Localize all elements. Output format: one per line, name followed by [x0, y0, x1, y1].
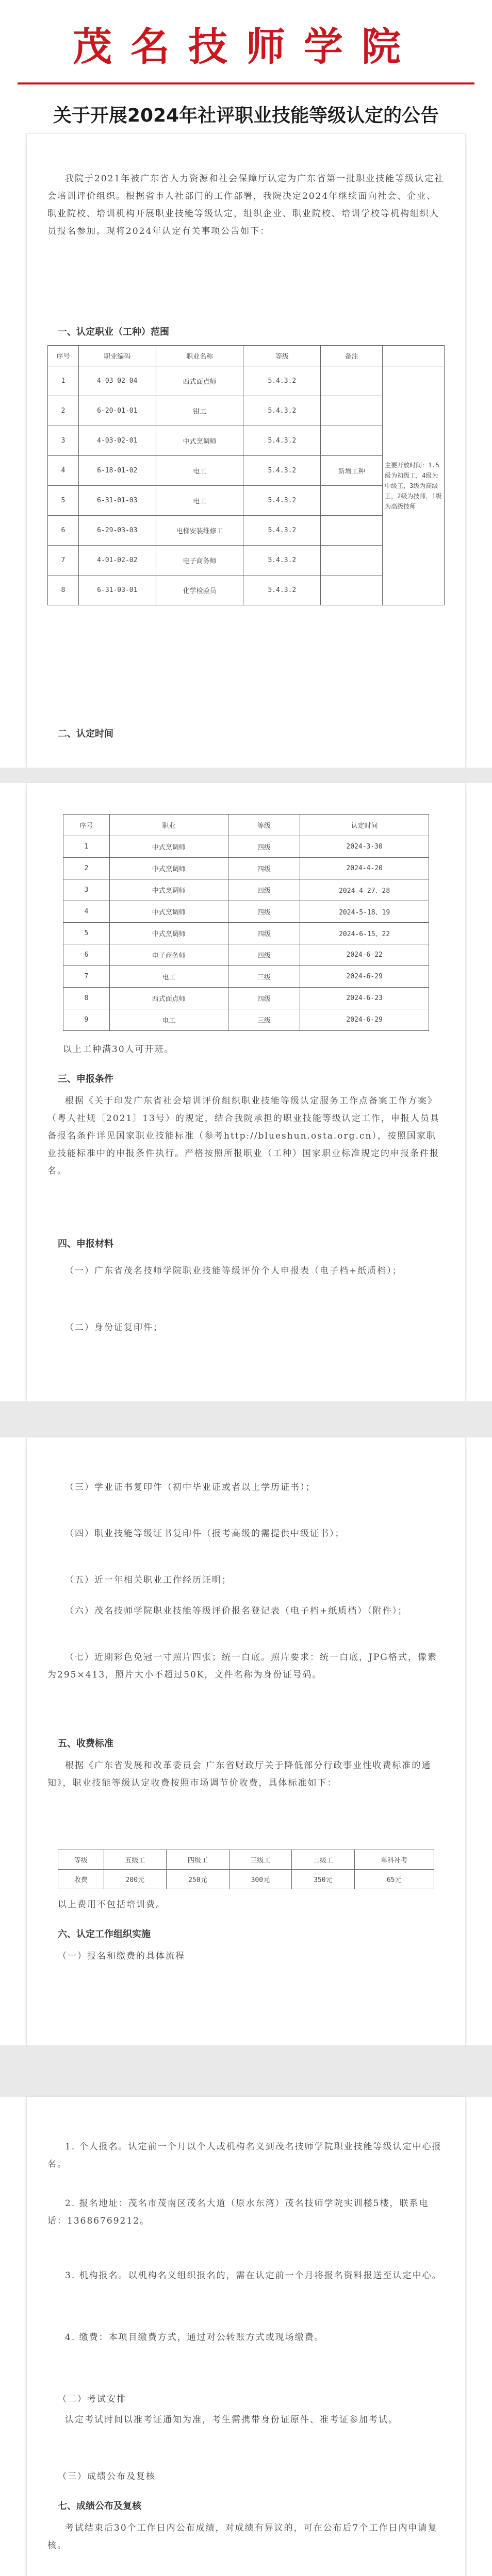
fee-header-cell: 四级工 [167, 1850, 229, 1870]
table-row [63, 966, 429, 988]
th-notes [383, 346, 445, 366]
table-cell: 钳工 [156, 396, 243, 426]
fee-note: 以上费用不包括培训费。 [58, 1900, 166, 1910]
process-item-3: 3. 机构报名。以机构名义组织报名的，需在认定前一个月将报名资料报送至认定中心。 [65, 2270, 442, 2281]
fee-header-cell: 五级工 [104, 1850, 167, 1870]
table-cell: 化学检验员 [156, 575, 243, 605]
th-level: 等级 [243, 346, 321, 366]
fee-cell: 250元 [167, 1870, 229, 1889]
occupation-table [47, 345, 445, 605]
table-cell: 中式烹调师 [156, 426, 243, 456]
table-row [63, 901, 429, 923]
table-cell: 电工 [156, 456, 243, 486]
table-cell: 2024-4-20 [300, 858, 429, 879]
page-4 [27, 2097, 465, 2576]
fee-cell: 300元 [229, 1870, 292, 1889]
table-cell: 四级 [228, 923, 300, 944]
table-cell: 2024-6-29 [300, 966, 429, 988]
fee-header-cell: 等级 [58, 1850, 104, 1870]
table-cell: 6-31-01-03 [78, 486, 156, 516]
table-cell: 7 [63, 966, 110, 988]
table-cell: 4 [48, 456, 79, 486]
table-cell: 5.4.3.2 [243, 396, 321, 426]
materials-item-2: （二）身份证复印件； [65, 1323, 163, 1333]
table-row [63, 858, 429, 879]
fee-cell: 收费 [58, 1870, 104, 1889]
table-cell [321, 366, 383, 396]
materials-item-7: （七）近期彩色免冠一寸照片四张；统一白底。照片要求：统一白底，JPG格式，像素为295×413，照片大小不超过50K，文件名称为身份证号码。 [47, 1652, 437, 1680]
table-cell: 6-18-01-02 [78, 456, 156, 486]
table-cell: 2 [63, 858, 110, 879]
materials-item-5: （五）近一年相关职业工作经历证明； [65, 1575, 232, 1585]
subsection-1: （一）报名和缴费的具体流程 [58, 1951, 185, 1961]
table-cell: 5.4.3.2 [243, 426, 321, 456]
table-row [63, 988, 429, 1009]
table-cell: 5 [48, 486, 79, 516]
page-gap [0, 2045, 492, 2097]
th-level: 等级 [228, 815, 300, 836]
table-cell: 8 [63, 988, 110, 1009]
th-occupation: 职业 [109, 815, 228, 836]
fee-header-cell: 二级工 [292, 1850, 355, 1870]
materials-item-6: （六）茂名技师学院职业技能等级评价报名登记表（电子档+纸质档）（附件）； [65, 1606, 408, 1616]
section-5-heading: 五、收费标准 [58, 1738, 113, 1749]
fee-cell: 200元 [104, 1870, 167, 1889]
fee-cell: 350元 [292, 1870, 355, 1889]
table-cell: 中式烹调师 [109, 901, 228, 923]
score-paragraph: 考试结束后30个工作日内公布成绩，对成绩有异议的，可在公布后7个工作日内申请复核。 [47, 2523, 438, 2551]
process-item-1: 1. 个人报名。认定前一个月以个人或机构名义到茂名技师学院职业技能等级认定中心报名。 [47, 2142, 442, 2170]
table-cell: 4-03-02-01 [78, 426, 156, 456]
table-cell: 6-20-01-01 [78, 396, 156, 426]
table-cell: 中式烹调师 [109, 858, 228, 879]
table-cell: 5.4.3.2 [243, 516, 321, 546]
table-cell: 西式面点师 [156, 366, 243, 396]
table-cell: 4-01-02-02 [78, 546, 156, 575]
table-cell: 四级 [228, 988, 300, 1009]
page-gap [0, 1401, 492, 1437]
table-cell: 电工 [109, 966, 228, 988]
subsection-2: （二）考试安排 [58, 2394, 126, 2404]
table-cell: 2024-3-30 [300, 836, 429, 858]
announcement-title: 关于开展2024年社评职业技能等级认定的公告 [53, 105, 439, 126]
table-cell [321, 546, 383, 575]
table-note-cell: 主要开放时间：1.5级为初级工，4级为中级工，3级为高级工，2级为技师，1级为高级技师 [383, 366, 445, 605]
exam-paragraph: 认定考试时间以准考证通知为准，考生需携带身份证原件、准考证参加考试。 [65, 2415, 398, 2425]
section-2-heading: 二、认定时间 [58, 728, 113, 739]
page-2 [27, 783, 465, 1401]
table-cell: 6 [48, 516, 79, 546]
section-4-heading: 四、申报材料 [58, 1239, 113, 1249]
table-cell: 6 [63, 944, 110, 966]
table-cell: 4 [63, 901, 110, 923]
document-header [0, 0, 492, 129]
materials-item-3: （三）学业证书复印件（初中毕业证或者以上学历证书）； [65, 1482, 316, 1493]
table-cell: 三级 [228, 1009, 300, 1031]
table-cell: 5.4.3.2 [243, 546, 321, 575]
table-cell: 4-03-02-04 [78, 366, 156, 396]
table-cell: 2024-6-23 [300, 988, 429, 1009]
table-cell: 6-29-03-03 [78, 516, 156, 546]
table-cell: 四级 [228, 858, 300, 879]
table-cell: 2 [48, 396, 79, 426]
table-row [63, 1009, 429, 1031]
th-index: 序号 [48, 346, 79, 366]
table-cell [321, 396, 383, 426]
table-cell: 四级 [228, 879, 300, 901]
table-cell: 3 [48, 426, 79, 456]
table-cell: 四级 [228, 836, 300, 858]
table-cell: 西式面点师 [109, 988, 228, 1009]
process-item-4: 4. 缴费：本项目缴费方式，通过对公转账方式或现场缴费。 [65, 2332, 324, 2343]
intro-paragraph: 我院于2021年被广东省人力资源和社会保障厅认定为广东省第一批职业技能等级认定社会培训评价组织。根据省市人社部门的工作部署，我院决定2024年继续面向社会、企业、职业院校、培训机构开展职业技能等级认定，组织企业、职业院校、培训学校等机构组织人员报名参加。现将2024年认定有关事项公告如下： [47, 174, 445, 236]
table-cell: 7 [48, 546, 79, 575]
table-cell: 8 [48, 575, 79, 605]
materials-item-4: （四）职业技能等级证书复印件（报考高级的需提供中级证书）； [65, 1529, 345, 1539]
section-3-heading: 三、申报条件 [58, 1074, 113, 1084]
fee-paragraph: 根据《广东省发展和改革委员会 广东省财政厅关于降低部分行政事业性收费标准的通知》，职业技能等级认定收费按照市场调节价收费，具体标准如下： [47, 1760, 432, 1788]
table-cell: 6-31-03-01 [78, 575, 156, 605]
table-cell: 电梯安装维修工 [156, 516, 243, 546]
th-code: 职业编码 [78, 346, 156, 366]
table-cell: 四级 [228, 944, 300, 966]
th-occupation: 职业名称 [156, 346, 243, 366]
table-cell [321, 516, 383, 546]
table-note: 以上工种满30人可开班。 [63, 1044, 174, 1055]
table-cell: 2024-4-27、28 [300, 879, 429, 901]
table-cell: 三级 [228, 966, 300, 988]
table-cell: 2024-6-22 [300, 944, 429, 966]
section-6-heading: 六、认定工作组织实施 [58, 1929, 151, 1940]
table-cell: 5.4.3.2 [243, 366, 321, 396]
section-1-heading: 一、认定职业（工种）范围 [58, 327, 169, 337]
school-name: 茂名技师学院 [73, 24, 419, 70]
page-gap [0, 768, 492, 783]
table-cell [321, 575, 383, 605]
table-cell: 5 [63, 923, 110, 944]
table-row [63, 879, 429, 901]
table-cell: 电工 [109, 1009, 228, 1031]
table-cell: 5.4.3.2 [243, 486, 321, 516]
table-cell: 9 [63, 1009, 110, 1031]
table-cell: 5.4.3.2 [243, 575, 321, 605]
fee-cell: 65元 [354, 1870, 434, 1889]
table-cell: 5.4.3.2 [243, 456, 321, 486]
table-cell [321, 486, 383, 516]
table-cell: 中式烹调师 [109, 879, 228, 901]
table-row [63, 944, 429, 966]
table-cell: 1 [63, 836, 110, 858]
fee-table [58, 1850, 434, 1889]
page-1 [27, 134, 465, 768]
table-cell: 四级 [228, 901, 300, 923]
table-cell: 2024-6-15、22 [300, 923, 429, 944]
table-cell: 电工 [156, 486, 243, 516]
page-3 [27, 1437, 465, 2045]
subsection-3: （三）成绩公布及复核 [58, 2471, 156, 2482]
th-index: 序号 [63, 815, 110, 836]
fee-header-cell: 三级工 [229, 1850, 292, 1870]
table-row [48, 366, 445, 396]
table-cell [321, 426, 383, 456]
th-new: 备注 [321, 346, 383, 366]
table-cell: 电子商务师 [109, 944, 228, 966]
table-cell: 2024-6-29 [300, 1009, 429, 1031]
th-date: 认定时间 [300, 815, 429, 836]
conditions-paragraph: 根据《关于印发广东省社会培训评价组织职业技能等级认定服务工作点备案工作方案》（粤人社规〔2021〕13号）的规定，结合我院承担的职业技能等级认定工作，申报人员具备报名条件详见国家职业技能标准（参考http://blueshun.osta.org.cn），按照国家职业技能标准中的申报条件执行。严格按照所报职业（工种）国家职业标准规定的申报条件报名。 [47, 1096, 440, 1176]
header-divider [18, 82, 474, 84]
table-cell: 中式烹调师 [109, 836, 228, 858]
materials-item-1: （一）广东省茂名技师学院职业技能等级评价个人申报表（电子档+纸质档）； [65, 1266, 402, 1276]
table-row [58, 1870, 434, 1889]
table-row [63, 923, 429, 944]
table-row [63, 836, 429, 858]
process-item-2: 2. 报名地址：茂名市茂南区茂名大道（原水东湾）茂名技师学院实训楼5楼，联系电话：13686769212。 [47, 2198, 429, 2226]
table-cell: 3 [63, 879, 110, 901]
table-cell: 电子商务师 [156, 546, 243, 575]
table-cell: 2024-5-18、19 [300, 901, 429, 923]
table-cell: 中式烹调师 [109, 923, 228, 944]
section-7-heading: 七、成绩公布及复核 [58, 2501, 141, 2512]
fee-header-cell: 单科补考 [354, 1850, 434, 1870]
schedule-table [63, 814, 429, 1031]
table-cell: 1 [48, 366, 79, 396]
table-cell: 新增工种 [321, 456, 383, 486]
